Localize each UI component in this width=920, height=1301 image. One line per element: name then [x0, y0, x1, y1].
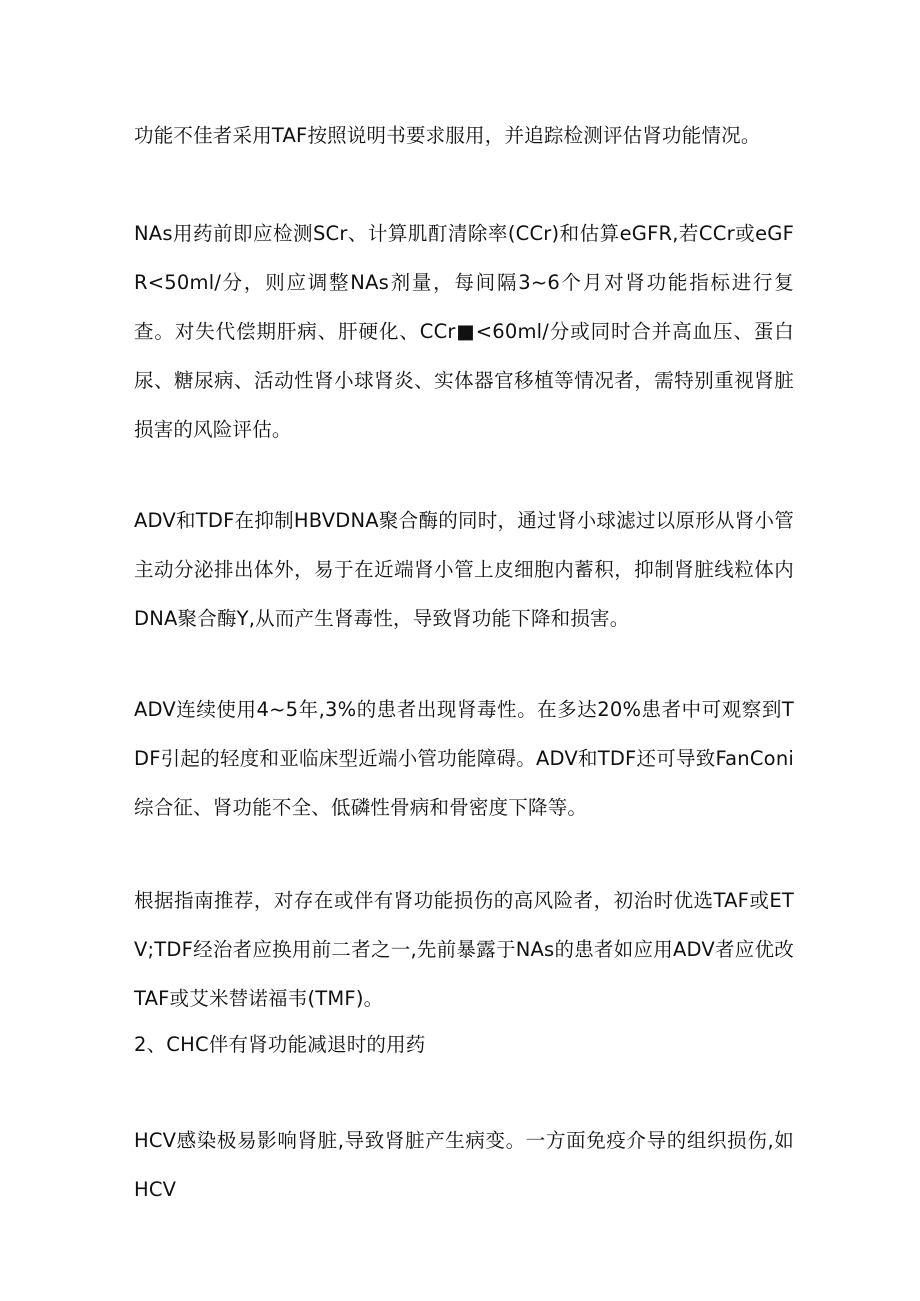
paragraph-4: ADV连续使用4~5年,3%的患者出现肾毒性。在多达20%患者中可观察到TDF引起的轻度和亚临床型近端小管功能障碍。ADV和TDF还可导致FanConi综合征、肾功能不全、低磷性骨病和骨密度下降等。 — [134, 698, 794, 819]
section-heading: 2、CHC伴有肾功能减退时的用药 — [134, 1033, 426, 1056]
paragraph-6: HCV感染极易影响肾脏,导致肾脏产生病变。一方面免疫介导的组织损伤,如HCV — [134, 1129, 794, 1201]
paragraph-2: NAs用药前即应检测SCr、计算肌酊清除率(CCr)和估算eGFR,若CCr或eGFR<50ml/分，则应调整NAs剂量，每间隔3~6个月对肾功能指标进行复查。对失代偿期肝病、肝硬化、CCr■<60ml/分或同时合并高血压、蛋白尿、糖尿病、活动性肾小球肾炎、实体器官移植等情况者，需特别重视肾脏损害的风险评估。 — [134, 222, 794, 441]
paragraph-1: 功能不佳者采用TAF按照说明书要求服用，并追踪检测评估肾功能情况。 — [134, 124, 761, 147]
paragraph-3: ADV和TDF在抑制HBVDNA聚合酶的同时，通过肾小球滤过以原形从肾小管主动分泌排出体外，易于在近端肾小管上皮细胞内蓄积，抑制肾脏线粒体内DNA聚合酶Y,从而产生肾毒性，导致肾功能下降和损害。 — [134, 509, 794, 630]
paragraph-5: 根据指南推荐，对存在或伴有肾功能损伤的高风险者，初治时优选TAF或ETV;TDF经治者应换用前二者之一,先前暴露于NAs的患者如应用ADV者应优改TAF或艾米替诺福韦(TMF)。 — [134, 889, 794, 1010]
